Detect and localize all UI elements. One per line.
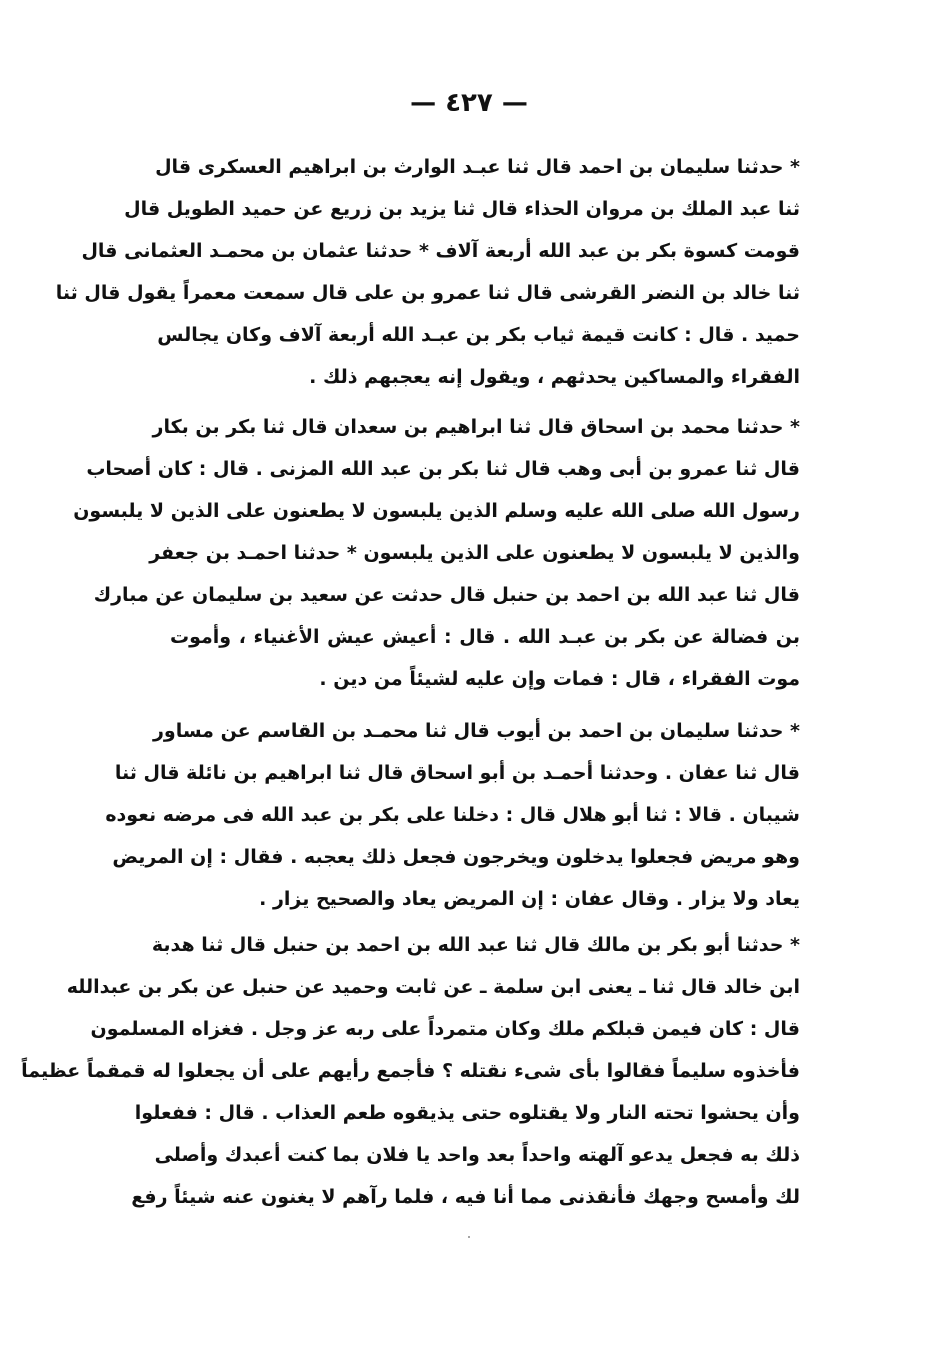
text-line: قال : كان فيمن قبلكم ملك وكان متمرداً على ربه عز وجل . فغزاه المسلمون [90,1018,800,1040]
text-line: والذين لا يلبسون لا يطعنون على الذين يلبسون * حدثنا احمـد بن جعفر [149,542,800,564]
text-line: قال ثنا عبد الله بن احمد بن حنبل قال حدثت عن سعيد بن سليمان عن مبارك [93,584,800,606]
hadith-paragraph [21,924,800,1218]
text-line: * حدثنا محمد بن اسحاق قال ثنا ابراهيم بن سعدان قال ثنا بكر بن بكار [152,416,800,438]
text-line: وأن يحشوا تحته النار ولا يقتلوه حتى يذيقوه طعم العذاب . قال : ففعلوا [134,1102,800,1124]
text-line: حميد . قال : كانت قيمة ثياب بكر بن عبـد الله أربعة آلاف وكان يجالس [157,324,800,346]
text-line: وهو مريض فجعلوا يدخلون ويخرجون فجعل ذلك يعجبه . فقال : إن المريض [112,846,800,868]
text-line: ابن خالد قال ثنا ـ يعنى ابن سلمة ـ عن ثابت وحميد عن حنبل عن بكر بن عبدالله [66,976,800,998]
hadith-paragraph [73,406,800,700]
text-line: * حدثنا أبو بكر بن مالك قال ثنا عبد الله بن احمد بن حنبل قال ثنا هدبة [151,934,800,956]
text-line: ذلك به فجعل يدعو آلهته واحداً بعد واحد يا فلان بما كنت أعبدك وأصلى [154,1144,800,1166]
text-line: ثنا خالد بن النضر القرشى قال ثنا عمرو بن على قال سمعت معمراً يقول قال ثنا [55,282,800,304]
text-line: لك وأمسح وجهك فأنقذنى مما أنا فيه ، فلما رآهم لا يغنون عنه شيئاً رفع [131,1186,800,1208]
text-line: رسول الله صلى الله عليه وسلم الذين يلبسون لا يطعنون على الذين لا يلبسون [73,500,800,522]
text-line: قال ثنا عفان . وحدثنا أحمـد بن أبو اسحاق قال ثنا ابراهيم بن نائلة قال ثنا [114,762,800,784]
hadith-paragraph [55,146,800,398]
text-line: بن فضالة عن بكر بن عبـد الله . قال : أعيش عيش الأغنياء ، وأموت [170,626,800,648]
text-line: يعاد ولا يزار . وقال عفان : إن المريض يعاد والصحيح يزار . [259,888,800,910]
hadith-paragraph [105,710,800,920]
scan-speck [468,1236,470,1238]
text-line: موت الفقراء ، قال : فمات وإن عليه لشيئاً من دين . [319,668,800,690]
text-line: فأخذوه سليماً فقالوا بأى شىء نقتله ؟ فأجمع رأيهم على أن يجعلوا له قمقماً عظيماً [21,1060,800,1082]
text-line: قومت كسوة بكر بن عبد الله أربعة آلاف * حدثنا عثمان بن محمـد العثمانى قال [81,240,800,262]
text-line: * حدثنا سليمان بن احمد بن أيوب قال ثنا محمـد بن القاسم عن مساور [152,720,800,742]
text-line: شيبان . قالا : ثنا أبو هلال قال : دخلنا على بكر بن عبد الله فى مرضه نعوده [105,804,800,826]
text-line: * حدثنا سليمان بن احمد قال ثنا عبـد الوارث بن ابراهيم العسكرى قال [155,156,800,178]
text-line: قال ثنا عمرو بن أبى وهب قال ثنا بكر بن عبد الله المزنى . قال : كان أصحاب [86,458,800,480]
text-line: ثنا عبد الملك بن مروان الحذاء قال ثنا يزيد بن زريع عن حميد الطويل قال [124,198,800,220]
page-number: — ٤٢٧ — [410,88,528,118]
text-line: الفقراء والمساكين يحدثهم ، ويقول إنه يعجبهم ذلك . [309,366,800,388]
